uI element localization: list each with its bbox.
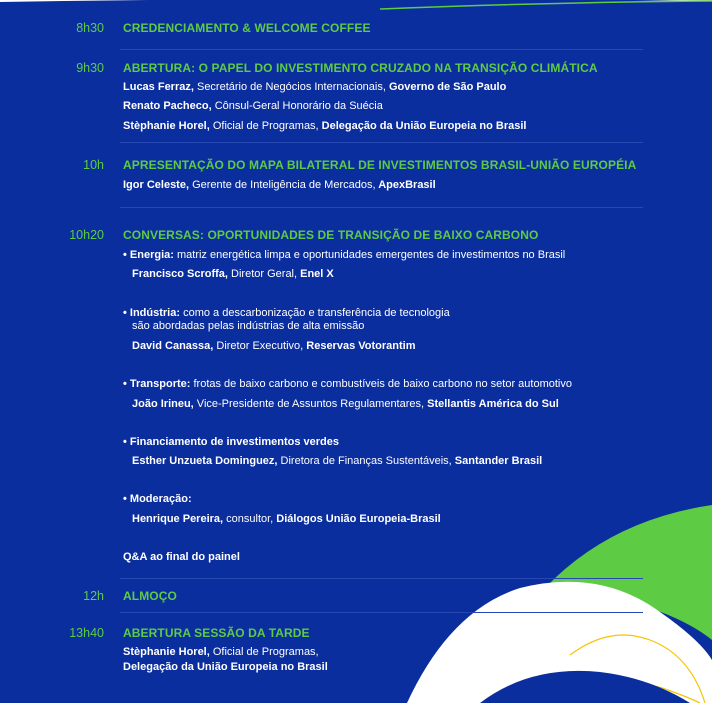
- speaker-name: Stèphanie Horel,: [123, 120, 210, 132]
- divider: [120, 142, 643, 143]
- speaker-role: Gerente de Inteligência de Mercados,: [189, 179, 376, 191]
- speaker-org: ApexBrasil: [375, 179, 436, 191]
- topic-line: [123, 435, 339, 449]
- speaker-role: Oficial de Programas,: [209, 646, 319, 658]
- topic-label: • Indústria:: [123, 307, 181, 319]
- speaker-line: [132, 339, 416, 353]
- speaker-role: Vice-Presidente de Assuntos Regulamentares,: [193, 398, 425, 410]
- speaker-name: Esther Unzueta Dominguez,: [132, 455, 278, 467]
- speaker-line: [123, 178, 436, 192]
- topic-label: • Transporte:: [123, 378, 191, 390]
- session-time: 12h: [83, 589, 104, 603]
- speaker-org: Santander Brasil: [451, 455, 543, 467]
- speaker-line: [123, 99, 383, 113]
- session-title: ABERTURA SESSÃO DA TARDE: [123, 626, 310, 640]
- speaker-name: Stèphanie Horel,: [123, 646, 210, 658]
- speaker-name: David Canassa,: [132, 340, 214, 352]
- session-time: 10h20: [69, 228, 104, 242]
- topic-label: • Moderação:: [123, 493, 192, 505]
- divider: [120, 578, 643, 579]
- blue-inner-wave: [480, 671, 690, 703]
- speaker-name: Henrique Pereira,: [132, 513, 224, 525]
- speaker-role: Cônsul-Geral Honorário da Suécia: [211, 100, 383, 112]
- session-title: ABERTURA: O PAPEL DO INVESTIMENTO CRUZADO NA TRANSIÇÃO CLIMÁTICA: [123, 61, 598, 75]
- topic-text: frotas de baixo carbono e combustíveis de baixo carbono no setor automotivo: [190, 378, 572, 390]
- session-time: 13h40: [69, 626, 104, 640]
- speaker-name: Lucas Ferraz,: [123, 81, 194, 93]
- qa-note: Q&A ao final do painel: [123, 551, 240, 563]
- topic-text: matriz energética limpa e oportunidades emergentes de investimentos no Brasil: [173, 249, 566, 261]
- speaker-line: [123, 80, 506, 94]
- speaker-org: Reservas Votorantim: [303, 340, 416, 352]
- speaker-line: [132, 512, 441, 526]
- session-title: CREDENCIAMENTO & WELCOME COFFEE: [123, 21, 371, 35]
- speaker-line: [123, 645, 319, 659]
- speaker-name: Igor Celeste,: [123, 179, 190, 191]
- session-title: APRESENTAÇÃO DO MAPA BILATERAL DE INVESTIMENTOS BRASIL-UNIÃO EUROPÉIA: [123, 158, 637, 172]
- topic-text-2: são abordadas pelas indústrias de alta emissão: [132, 320, 365, 332]
- top-white-curve: [0, 0, 712, 2]
- session-title: ALMOÇO: [123, 589, 177, 603]
- speaker-org: Governo de São Paulo: [385, 81, 507, 93]
- topic-line: [123, 248, 565, 262]
- divider: [120, 207, 643, 208]
- yellow-arc-2: [605, 685, 700, 703]
- speaker-line: [123, 119, 526, 133]
- session-time: 8h30: [76, 21, 104, 35]
- speaker-name: Francisco Scroffa,: [132, 268, 228, 280]
- speaker-name: João Irineu,: [132, 398, 194, 410]
- speaker-line: [132, 267, 334, 281]
- speaker-role: Diretor Executivo,: [213, 340, 304, 352]
- speaker-org: Enel X: [297, 268, 334, 280]
- speaker-line: [132, 454, 542, 468]
- speaker-line: [132, 397, 559, 411]
- top-green-curve: [380, 1, 712, 9]
- divider: [120, 612, 643, 613]
- speaker-org: Diálogos União Europeia-Brasil: [273, 513, 441, 525]
- topic-label: • Energia:: [123, 249, 174, 261]
- speaker-role: consultor,: [223, 513, 274, 525]
- white-wave-shape: [407, 582, 712, 703]
- yellow-arc-1: [570, 635, 705, 703]
- topic-line: [123, 377, 572, 391]
- topic-label: • Financiamento de investimentos verdes: [123, 436, 339, 448]
- speaker-role: Oficial de Programas,: [209, 120, 319, 132]
- session-time: 9h30: [76, 61, 104, 75]
- topic-line: [123, 306, 450, 320]
- divider: [120, 49, 643, 50]
- speaker-org: Delegação da União Europeia no Brasil: [318, 120, 527, 132]
- topic-text: como a descarbonização e transferência de tecnologia: [180, 307, 450, 319]
- speaker-role: Diretora de Finanças Sustentáveis,: [277, 455, 452, 467]
- topic-line-continued: [132, 319, 364, 333]
- topic-line: [123, 492, 192, 506]
- green-arc-shape: [545, 505, 712, 640]
- speaker-org: Delegação da União Europeia no Brasil: [123, 661, 328, 673]
- speaker-org: Stellantis América do Sul: [424, 398, 559, 410]
- session-time: 10h: [83, 158, 104, 172]
- session-title: CONVERSAS: OPORTUNIDADES DE TRANSIÇÃO DE BAIXO CARBONO: [123, 228, 539, 242]
- speaker-role: Secretário de Negócios Internacionais,: [193, 81, 386, 93]
- speaker-role: Diretor Geral,: [227, 268, 298, 280]
- speaker-name: Renato Pacheco,: [123, 100, 212, 112]
